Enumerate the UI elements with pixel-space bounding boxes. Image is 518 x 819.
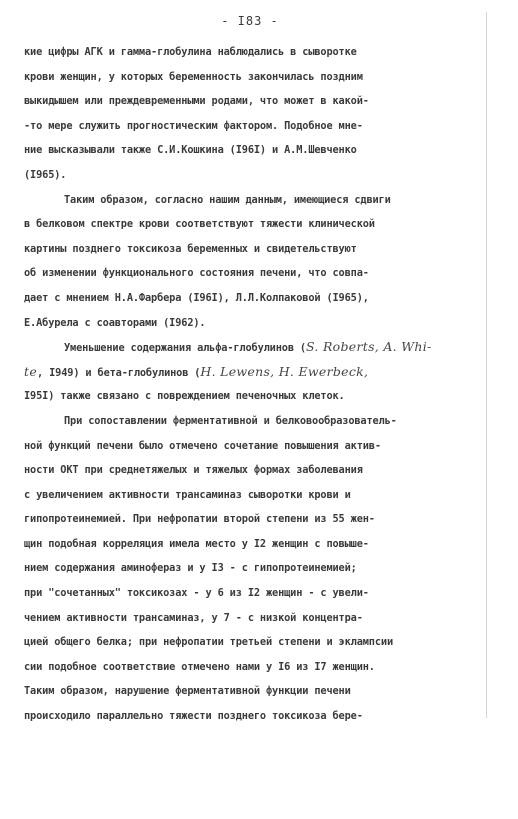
body-text — [24, 40, 472, 729]
text-line: об изменении функционального состояния печени, что совпа- — [24, 267, 369, 280]
paragraph-start-line: При сопоставлении ферментативной и белковообразователь- — [64, 414, 397, 427]
text-line: нием содержания аминофераз и у I3 - с гипопротеинемией; — [24, 562, 357, 575]
text-line: при "сочетанных" токсикозах - у 6 из I2 женщин - с увели- — [24, 587, 369, 600]
text-line: кие цифры АГК и гамма-глобулина наблюдались в сыворотке — [24, 46, 357, 58]
text-line: ности ОКТ при среднетяжелых и тяжелых формах заболевания — [24, 464, 363, 477]
page-edge-line — [486, 12, 487, 718]
text-line: картины позднего токсикоза беременных и свидетельствуют — [24, 242, 357, 255]
text-line: щин подобная корреляция имела место у I2 женщин с повыше- — [24, 537, 369, 550]
text-line: гипопротеинемией. При нефропатии второй степени из 55 жен- — [24, 513, 375, 526]
text-line: чением активности трансаминаз, у 7 - с низкой концентра- — [24, 611, 363, 624]
handwritten-authors: H. Lewens, H. Ewerbeck, — [200, 363, 369, 379]
text-line: выкидышем или преждевременными родами, что может в какой- — [24, 95, 369, 108]
handwritten-authors: S. Roberts, A. Whi- — [305, 339, 432, 355]
text-line: происходило параллельно тяжести позднего токсикоза бере- — [24, 710, 363, 723]
page-number: - I83 - — [221, 14, 279, 28]
text-line: сии подобное соответствие отмечено нами у I6 из I7 женщин. — [24, 660, 375, 673]
text-line: дает с мнением Н.А.Фарбера (I96I), Л.Л.Колпаковой (I965), — [24, 291, 369, 304]
text-line: ние высказывали также С.И.Кошкина (I96I) и А.М.Шевченко — [24, 144, 357, 157]
text-line: Таким образом, нарушение ферментативной функции печени — [24, 685, 351, 698]
text-line: -то мере служить прогностическим фактором. Подобное мне- — [24, 119, 363, 132]
text-line: (I965). — [24, 168, 67, 181]
text-line: в белковом спектре крови соответствуют тяжести клинической — [24, 218, 375, 231]
text-line: ной функций печени было отмечено сочетание повышения актив- — [24, 439, 381, 452]
handwritten-authors: te — [24, 363, 38, 379]
text-line: Е.Абурела с соавторами (I962). — [24, 316, 206, 329]
text-line: цией общего белка; при нефропатии третьей степени и эклампсии — [24, 636, 394, 649]
paragraph-start-line: Таким образом, согласно нашим данным, имеющиеся сдвиги — [64, 193, 391, 206]
text-line: I95I) также связано с повреждением печеночных клеток. — [24, 390, 345, 403]
paragraph-start-line: Уменьшение содержания альфа-глобулинов (S. Roberts, A. Whi- — [64, 339, 432, 355]
text-line: крови женщин, у которых беременность закончилась поздним — [24, 70, 363, 83]
text-line: с увеличением активности трансаминаз сыворотки крови и — [24, 488, 351, 501]
text-line: te, I949) и бета-глобулинов (H. Lewens, H. Ewerbeck, — [24, 363, 369, 379]
